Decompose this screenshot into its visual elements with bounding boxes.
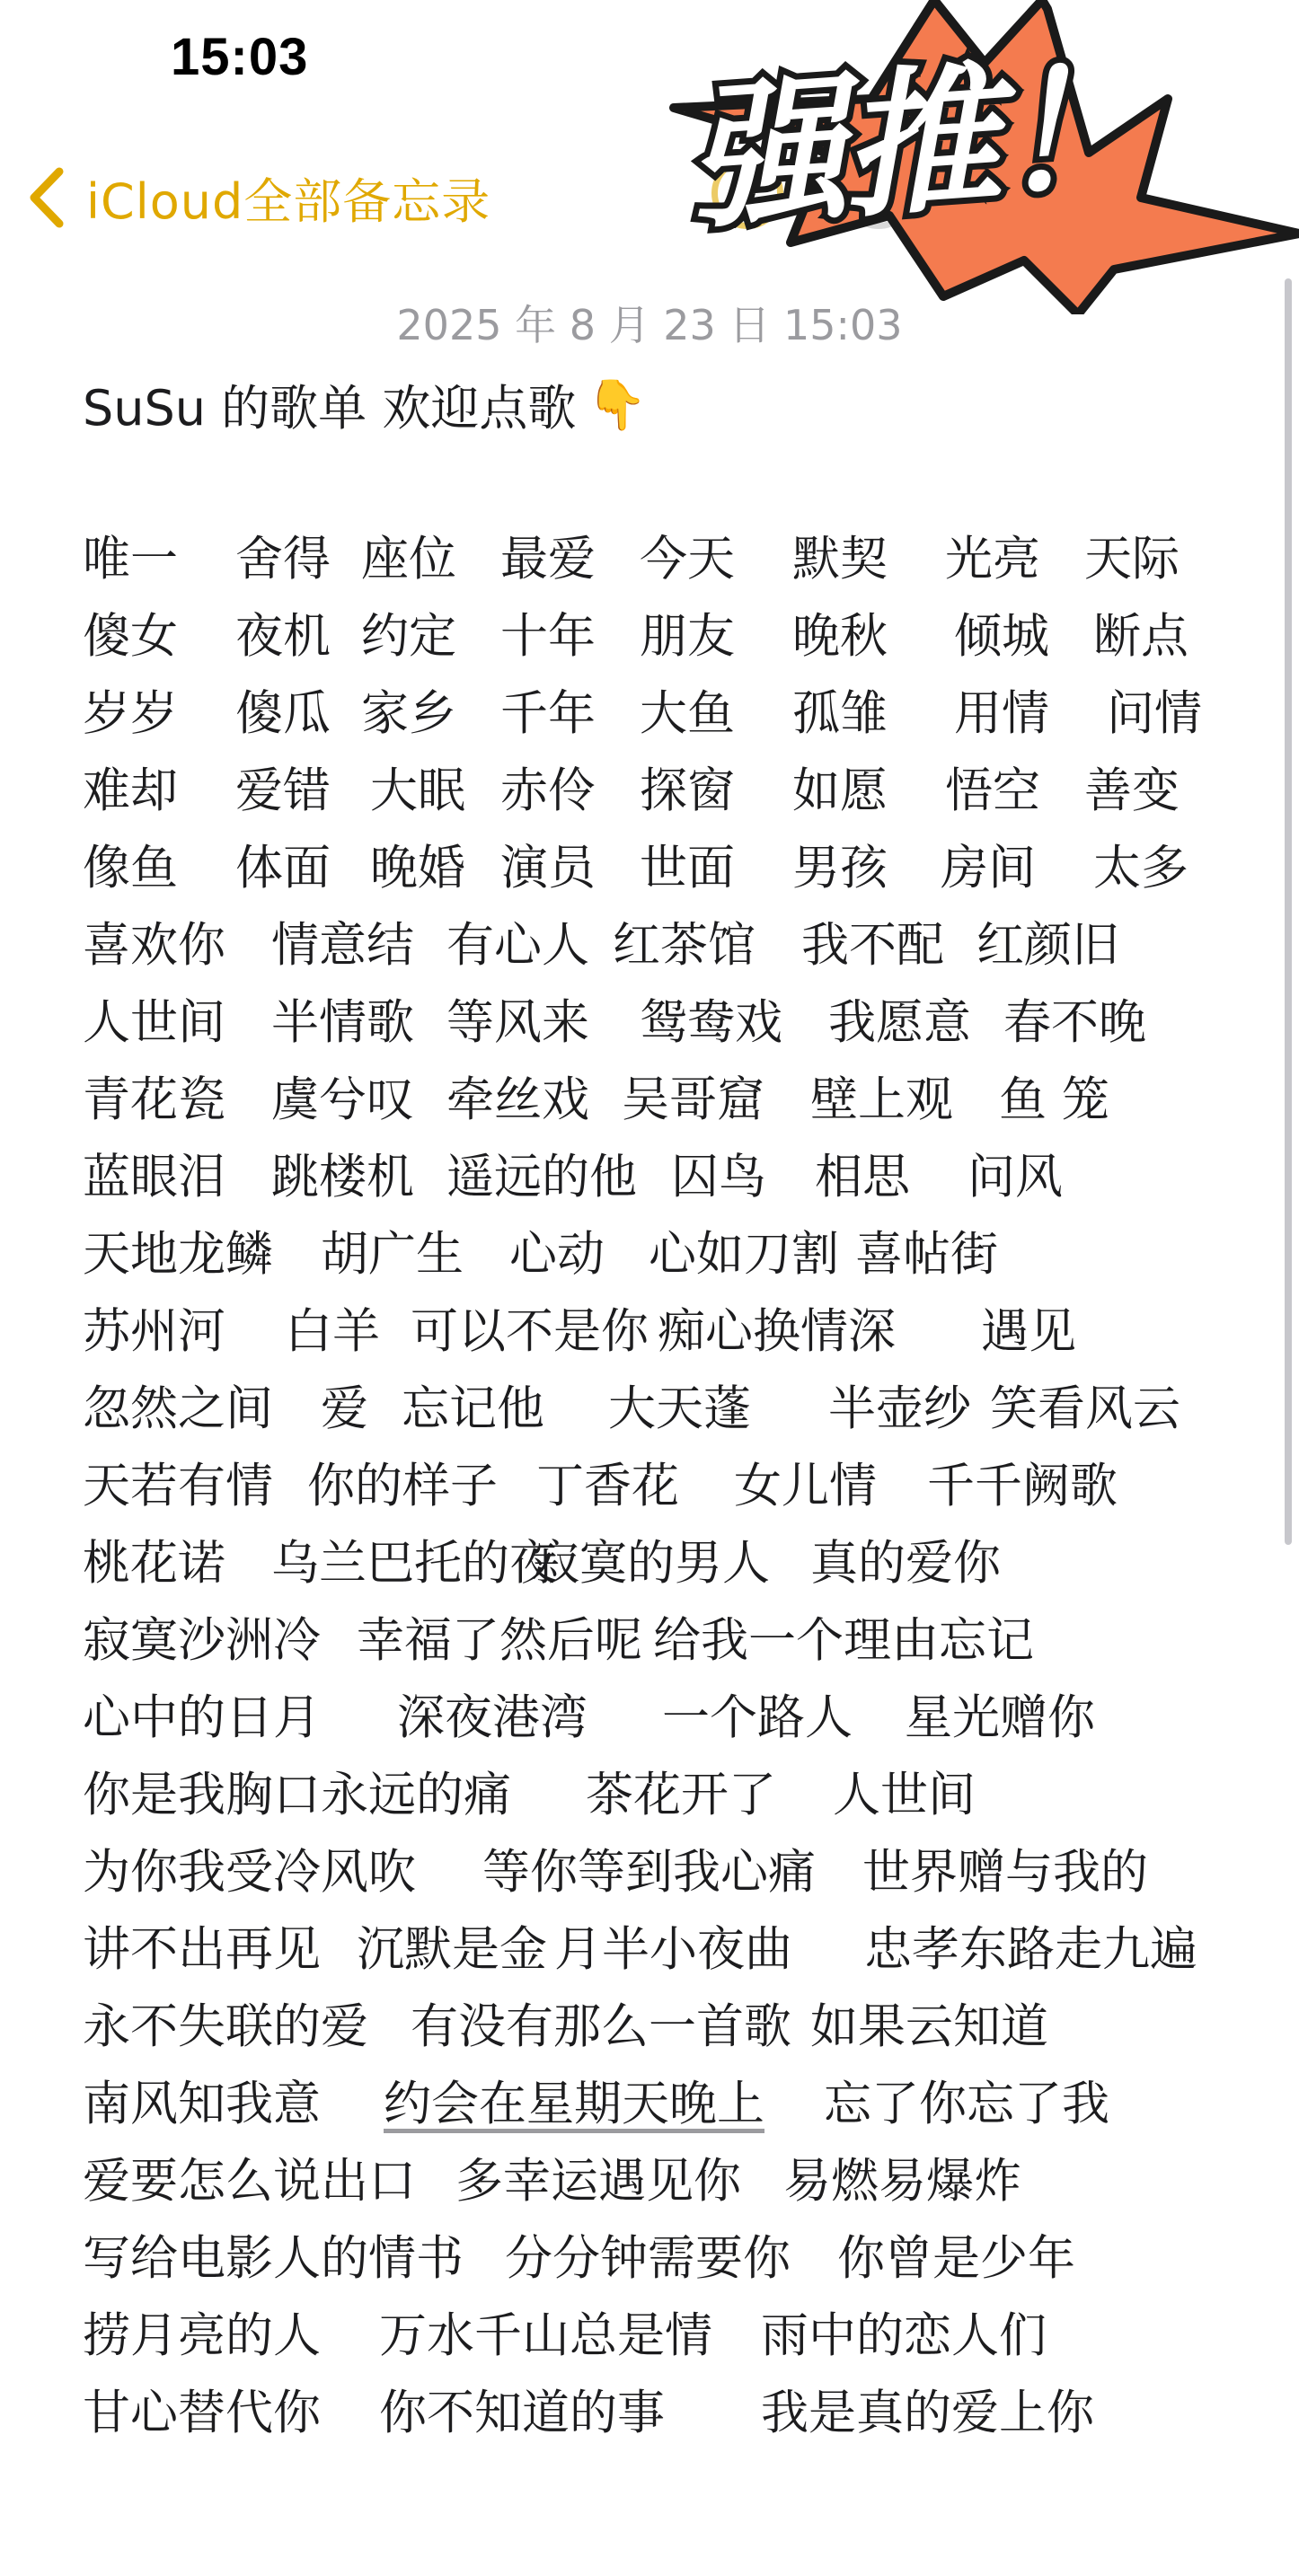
song-title: 赤伶 [500, 763, 596, 818]
song-title: 月半小夜曲 [554, 1922, 792, 1977]
song-title: 忠孝东路走九遍 [864, 1922, 1197, 1977]
song-title: 晚秋 [792, 609, 888, 664]
song-row [83, 675, 1250, 753]
song-row [83, 2143, 1250, 2220]
song-title: 探窗 [640, 763, 735, 818]
song-row [83, 1525, 1250, 1602]
song-row [83, 1680, 1250, 1757]
song-title: 默契 [792, 532, 888, 587]
song-title: 跳楼机 [271, 1150, 414, 1204]
song-row [83, 1293, 1250, 1371]
song-title: 红茶馆 [613, 918, 756, 973]
song-row [83, 2220, 1250, 2298]
song-title: 深夜港湾 [397, 1690, 588, 1745]
song-title: 人世间 [833, 1768, 976, 1822]
song-row [83, 1989, 1250, 2066]
song-title: 写给电影人的情书 [83, 2231, 464, 2286]
song-title: 雨中的恋人们 [761, 2308, 1047, 2363]
song-title: 有心人 [446, 918, 589, 973]
song-title: 笑看风云 [990, 1381, 1180, 1436]
back-button-label: iCloud全部备忘录 [86, 172, 491, 230]
status-bar-time: 15:03 [171, 28, 309, 86]
song-title: 如果云知道 [810, 1999, 1048, 2054]
song-title: 胡广生 [321, 1227, 464, 1282]
song-title: 万水千山总是情 [379, 2308, 712, 2363]
song-title: 可以不是你 [411, 1304, 649, 1359]
song-title: 最爱 [500, 532, 596, 587]
song-title: 女儿情 [734, 1459, 877, 1513]
song-title: 孤雏 [792, 686, 888, 741]
song-row [83, 907, 1250, 984]
song-title: 千千阙歌 [927, 1459, 1118, 1513]
song-row [83, 830, 1250, 907]
song-title: 桃花诺 [83, 1536, 225, 1591]
song-title: 捞月亮的人 [83, 2308, 321, 2363]
song-row [83, 521, 1250, 598]
song-title: 断点 [1093, 609, 1189, 664]
song-title: 演员 [500, 841, 596, 895]
song-title: 我不配 [801, 918, 944, 973]
song-title: 天若有情 [83, 1459, 273, 1513]
song-title: 悟空 [945, 763, 1040, 818]
song-row [83, 1757, 1250, 1834]
song-title: 大鱼 [640, 686, 735, 741]
song-title: 忽然之间 [83, 1381, 273, 1436]
song-title: 等风来 [446, 995, 589, 1050]
song-title: 问风 [968, 1150, 1063, 1204]
song-title: 唯一 [83, 532, 178, 587]
song-title: 心如刀割 [649, 1227, 839, 1282]
song-row [83, 1602, 1250, 1680]
song-title: 难却 [83, 763, 178, 818]
song-title: 爱要怎么说出口 [83, 2154, 416, 2209]
song-title: 红颜旧 [976, 918, 1119, 973]
note-title-text: SuSu 的歌单 欢迎点歌 [83, 380, 577, 437]
song-title: 给我一个理由忘记 [653, 1613, 1034, 1668]
song-title: 约会在星期天晚上 [384, 2077, 764, 2131]
chevron-left-icon [27, 166, 66, 229]
song-title: 忘了你忘了我 [824, 2077, 1109, 2131]
song-row [83, 753, 1250, 830]
song-title: 幸福了然后呢 [357, 1613, 642, 1668]
song-title: 天际 [1084, 532, 1180, 587]
song-row [83, 1834, 1250, 1911]
song-title: 座位 [361, 532, 456, 587]
pointing-down-emoji-icon: 👇 [587, 375, 648, 433]
song-title: 我是真的爱上你 [761, 2386, 1094, 2440]
song-title: 春不晚 [1003, 995, 1146, 1050]
song-title: 体面 [235, 841, 331, 895]
song-row [83, 1371, 1250, 1448]
song-row [83, 2066, 1250, 2143]
song-title: 家乡 [361, 686, 456, 741]
song-title: 今天 [640, 532, 735, 587]
song-row [83, 984, 1250, 1062]
song-row [83, 1062, 1250, 1139]
song-title: 像鱼 [83, 841, 178, 895]
song-row [83, 1911, 1250, 1989]
song-title: 朋友 [640, 609, 735, 664]
song-title: 世界赠与我的 [862, 1845, 1148, 1900]
song-title: 倾城 [954, 609, 1049, 664]
song-title: 用情 [954, 686, 1049, 741]
song-title: 房间 [941, 841, 1036, 895]
song-title: 夜机 [235, 609, 331, 664]
sticker-text: 强推！ [682, 37, 1155, 251]
song-title: 天地龙鳞 [83, 1227, 273, 1282]
song-title: 为你我受冷风吹 [83, 1845, 416, 1900]
song-row [83, 1139, 1250, 1216]
song-title: 傻女 [83, 609, 178, 664]
song-title: 心动 [509, 1227, 605, 1282]
song-title: 舍得 [235, 532, 331, 587]
song-title: 你不知道的事 [379, 2386, 665, 2440]
song-title: 晚婚 [370, 841, 465, 895]
song-title: 大眠 [370, 763, 465, 818]
note-title [83, 370, 648, 439]
song-title: 岁岁 [83, 686, 178, 741]
song-title: 喜欢你 [83, 918, 225, 973]
song-title: 等你等到我心痛 [482, 1845, 816, 1900]
song-title: 你的样子 [307, 1459, 498, 1513]
song-title: 忘记他 [402, 1381, 544, 1436]
song-title: 星光赠你 [905, 1690, 1095, 1745]
song-title: 你是我胸口永远的痛 [83, 1768, 511, 1822]
song-row [83, 1216, 1250, 1293]
song-title: 十年 [500, 609, 596, 664]
song-title: 喜帖街 [855, 1227, 998, 1282]
song-title: 一个路人 [662, 1690, 853, 1745]
song-title: 茶花开了 [586, 1768, 776, 1822]
song-title: 善变 [1084, 763, 1180, 818]
song-title: 讲不出再见 [83, 1922, 321, 1977]
song-title: 囚鸟 [671, 1150, 766, 1204]
song-title: 我愿意 [828, 995, 971, 1050]
scrollbar[interactable] [1285, 278, 1292, 1545]
song-title: 世面 [640, 841, 735, 895]
song-title: 蓝眼泪 [83, 1150, 225, 1204]
song-title: 情意结 [271, 918, 414, 973]
song-title: 痴心换情深 [658, 1304, 896, 1359]
song-title: 半情歌 [271, 995, 414, 1050]
song-title: 丁香花 [536, 1459, 679, 1513]
song-title: 光亮 [945, 532, 1040, 587]
song-title: 沉默是金 [357, 1922, 547, 1977]
song-title: 如愿 [792, 763, 888, 818]
note-date: 2025 年 8 月 23 日 15:03 [396, 301, 903, 349]
song-title: 傻瓜 [235, 686, 331, 741]
song-title: 南风知我意 [83, 2077, 321, 2131]
song-title: 甘心替代你 [83, 2386, 321, 2440]
song-title: 易燃易爆炸 [783, 2154, 1021, 2209]
song-row [83, 2298, 1250, 2375]
song-list [83, 521, 1250, 2452]
song-row [83, 2375, 1250, 2452]
song-title: 约定 [361, 609, 456, 664]
song-row [83, 598, 1250, 675]
song-row [83, 1448, 1250, 1525]
back-button[interactable] [27, 157, 490, 238]
song-title: 爱 [321, 1381, 368, 1436]
song-title: 有没有那么一首歌 [411, 1999, 791, 2054]
song-title: 男孩 [792, 841, 888, 895]
song-title: 寂寞的男人 [532, 1536, 770, 1591]
song-title: 问情 [1107, 686, 1202, 741]
song-title: 壁上观 [810, 1072, 953, 1127]
song-title: 苏州河 [83, 1304, 225, 1359]
song-title: 爱错 [235, 763, 331, 818]
song-title: 半壶纱 [828, 1381, 971, 1436]
song-title: 千年 [500, 686, 596, 741]
song-title: 寂寞沙洲冷 [83, 1613, 321, 1668]
song-title: 吴哥窟 [622, 1072, 764, 1127]
song-title: 青花瓷 [83, 1072, 225, 1127]
song-title: 太多 [1093, 841, 1189, 895]
song-title: 鱼 笼 [999, 1072, 1109, 1127]
song-title: 牵丝戏 [446, 1072, 589, 1127]
song-title: 分分钟需要你 [505, 2231, 791, 2286]
song-title: 乌兰巴托的夜 [271, 1536, 557, 1591]
song-title: 遥远的他 [446, 1150, 637, 1204]
song-title: 白羊 [285, 1304, 380, 1359]
song-title: 多幸运遇见你 [455, 2154, 741, 2209]
song-title: 虞兮叹 [271, 1072, 414, 1127]
song-title: 鸳鸯戏 [640, 995, 782, 1050]
song-title: 遇见 [981, 1304, 1076, 1359]
song-title: 心中的日月 [83, 1690, 321, 1745]
song-title: 大天蓬 [608, 1381, 751, 1436]
song-title: 永不失联的爱 [83, 1999, 368, 2054]
song-title: 人世间 [83, 995, 225, 1050]
song-title: 真的爱你 [810, 1536, 1001, 1591]
song-title: 你曾是少年 [837, 2231, 1075, 2286]
song-title: 相思 [815, 1150, 910, 1204]
